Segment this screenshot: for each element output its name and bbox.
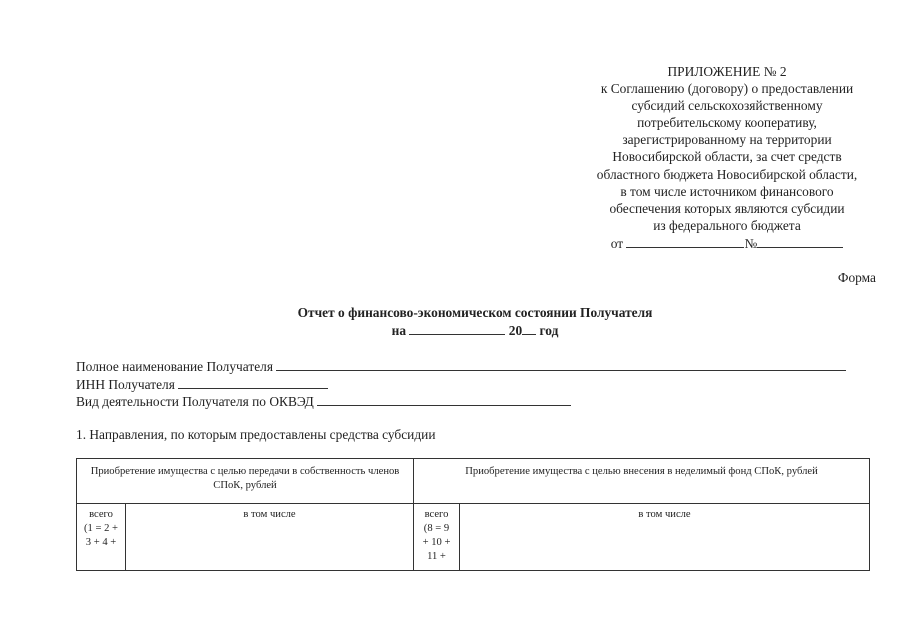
appendix-line: Новосибирской области, за счет средств — [612, 149, 842, 165]
full-name-label: Полное наименование Получателя — [76, 359, 273, 374]
total-left-line: (1 = 2 + — [83, 523, 119, 534]
header-right-cell — [414, 459, 870, 504]
including-right-text: в том числе — [638, 509, 691, 520]
inn-label: ИНН Получателя — [76, 377, 175, 392]
year-blank[interactable] — [522, 321, 536, 335]
form-label: Форма — [837, 270, 876, 285]
full-name-blank[interactable] — [276, 357, 846, 371]
including-left-text: в том числе — [243, 509, 296, 520]
report-title — [0, 304, 905, 339]
appendix-date-line — [572, 234, 882, 252]
appendix-line: в том числе источником финансового — [620, 183, 834, 199]
total-right-line: + 10 + — [422, 537, 451, 548]
title-year: 20 — [508, 323, 523, 338]
table-subheader-row — [77, 504, 870, 571]
title-year-suffix: год — [539, 323, 559, 338]
total-left-line: 3 + 4 + — [85, 537, 117, 548]
total-left-line: всего — [89, 509, 113, 520]
appendix-line: из федерального бюджета — [653, 217, 801, 233]
title-line-1: Отчет о финансово-экономическом состоянии Получателя — [297, 305, 653, 320]
total-right-cell — [414, 504, 460, 571]
full-name-field — [76, 357, 846, 375]
appendix-line: потребительскому кооперативу, — [637, 115, 817, 131]
inn-blank[interactable] — [178, 375, 328, 389]
inn-field — [76, 375, 328, 393]
appendix-line: зарегистрированному на территории — [622, 132, 832, 148]
total-right-line: всего — [424, 509, 449, 520]
title-line-2 — [0, 321, 905, 339]
okved-label: Вид деятельности Получателя по ОКВЭД — [76, 394, 314, 409]
okved-blank[interactable] — [317, 392, 571, 406]
number-sign: № — [744, 235, 758, 251]
appendix-line: ПРИЛОЖЕНИЕ № 2 — [667, 64, 787, 79]
header-left-text: Приобретение имущества с целью передачи в собственность членов СПоК, рублей — [90, 466, 400, 491]
appendix-line: областного бюджета Новосибирской области, — [596, 166, 858, 182]
appendix-line: субсидий сельскохозяйственному — [631, 98, 823, 114]
appendix-line: обеспечения которых являются субсидии — [609, 200, 845, 216]
header-right-text: Приобретение имущества с целью внесения в неделимый фонд СПоК, рублей — [465, 466, 818, 477]
report-date-blank[interactable] — [409, 321, 505, 335]
appendix-block — [572, 63, 882, 252]
including-right-cell — [460, 504, 870, 571]
table-header-row — [77, 459, 870, 504]
subsidy-directions-table — [76, 458, 870, 571]
okved-field — [76, 392, 571, 410]
total-right-line: 11 + — [427, 551, 446, 562]
appendix-line: к Соглашению (договору) о предоставлении — [600, 81, 854, 97]
number-blank[interactable] — [757, 234, 843, 248]
header-left-cell — [77, 459, 414, 504]
section-heading: 1. Направления, по которым предоставлены средства субсидии — [76, 427, 436, 442]
including-left-cell — [126, 504, 414, 571]
total-right-line: (8 = 9 — [423, 523, 450, 534]
date-prefix: от — [610, 235, 624, 251]
total-left-cell — [77, 504, 126, 571]
date-blank[interactable] — [626, 234, 744, 248]
title-date-prefix: на — [391, 323, 407, 338]
